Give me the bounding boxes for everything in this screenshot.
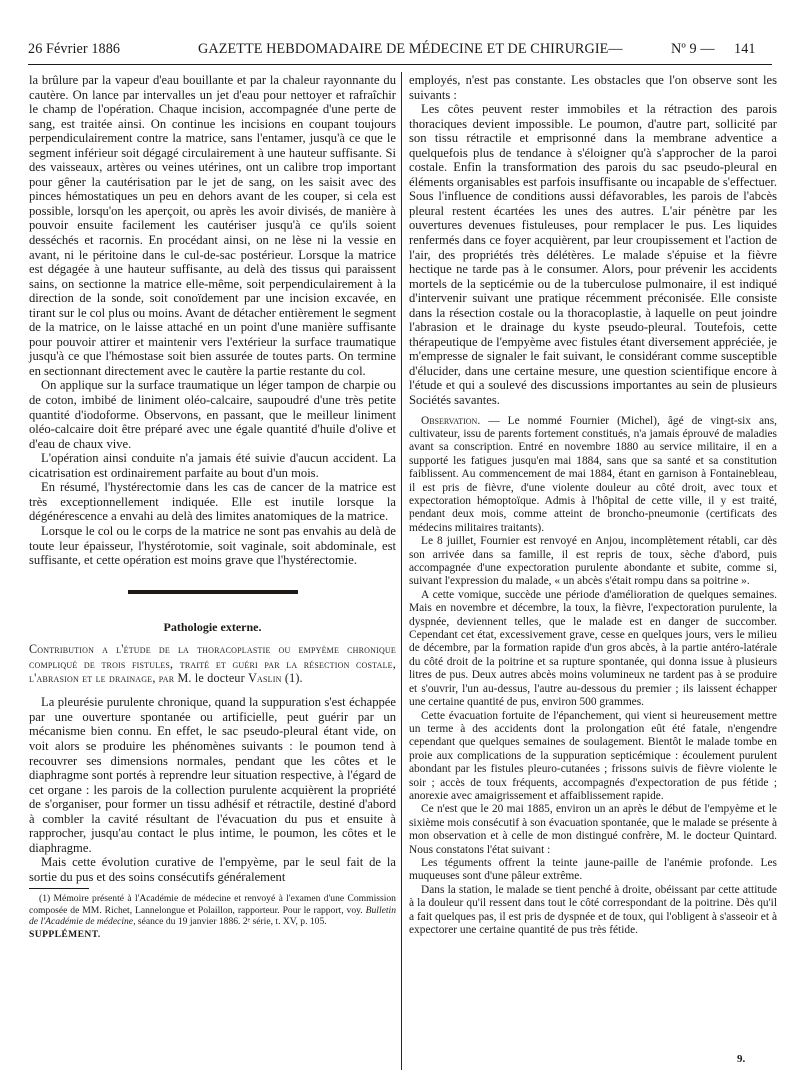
author-name: Vaslin xyxy=(248,670,282,685)
header-issue-number: Nº 9 — xyxy=(671,41,715,57)
column-divider xyxy=(401,72,402,1070)
paragraph: Lorsque le col ou le corps de la matrice ne sont pas envahis au delà de toute leur épaisseur, l'hystérotomie, soit vaginale, soit abdominale, est suffisante, et cette opération est moins grave que l'hystérectomie. xyxy=(29,523,396,568)
observation-paragraph: Le 8 juillet, Fournier est renvoyé en Anjou, incomplètement rétabli, car dès son arrivée dans sa famille, il est repris de toux, sèche d'abord, puis accompagnée d'une expectoration purulente abondante et subite, comme si, suivant l'expression du malade, « un abcès s'était rompu dans sa poitrine ». xyxy=(409,535,777,588)
observation-label: Observation. — xyxy=(421,414,500,427)
paragraph: On applique sur la surface traumatique un léger tampon de charpie ou de coton, imbibé de liniment oléo-calcaire, saupoudré d'une très petite quantité d'iodoforme. Observons, en passant, que le meilleur liniment oléo-calcaire doit être préparé avec une égale quantité d'huile d'olive et d'eau de chaux vive. xyxy=(29,378,396,451)
observation-paragraph: Dans la station, le malade se tient penché à droite, obéissant par cette attitude à la douleur qu'il ressent dans tout le côté correspondant de la poitrine. Dès qu'il a fait quelques pas, il est pris de dyspnée et de toux, qui l'obligent à s'asseoir et à expectorer une certaine quantité de pus très fétide. xyxy=(409,883,777,937)
observation-text: Le nommé Fournier (Michel), âgé de vingt-six ans, cultivateur, issu de parents fortement constitués, n'a jamais éprouvé de maladies avant sa conscription. Entré en novembre 1880 au service militaire, il en a supporté les fatigues jusqu'en mai 1884, sans que sa santé et sa constitution faiblissent. Au commencement de mai 1884, étant en garnison à Fontainebleau, il est pris de fièvre, d'une violente douleur au côté droit, avec toux et expectoration hémoptoïque. Admis à l'hôpital de cette ville, il y est traité, pendant deux mois, comme atteint de broncho-pneumonie (certificats des médecins militaires traitants). xyxy=(409,414,777,534)
footnote-journal: Bulletin de l'Académie de médecine, xyxy=(29,904,397,927)
footnote-rule xyxy=(29,888,89,889)
header-date: 26 Février 1886 xyxy=(28,41,121,57)
footnote-reference: (1). xyxy=(284,670,303,685)
article-title-text: Contribution a l'étude de la thoracoplastie ou empyème chronique compliqué de trois fistules, traité et guéri par la résection costale, l'abrasion et le drainage, par xyxy=(29,642,396,685)
header-journal-title: GAZETTE HEBDOMADAIRE DE MÉDECINE ET DE CHIRURGIE— xyxy=(198,41,623,57)
left-column xyxy=(29,73,396,943)
section-heading: Pathologie externe. xyxy=(163,619,262,634)
observation-paragraph: A cette vomique, succède une période d'amélioration de quelques semaines. Mais en novembre et décembre, la toux, la fièvre, l'expectoration purulente, la dyspnée, deviennent telles, que le malade est en danger de succomber. Cependant cet état, excessivement grave, cesse en quelques jours, vers le milieu de décembre, par la formation rapide d'un gros abcès, à la partie antéro-latérale du côté droit de la poitrine et sa rupture spontanée, qui donna issue à plusieurs litres de pus. Deux autres abcès moins volumineux ne tardent pas à se produire et s'ouvrir, l'un au-dessus, l'autre au-dessous du premier ; ils laissent échapper une certaine quantité de pus, environ 500 grammes. xyxy=(409,588,777,709)
author-prefix: M. le docteur xyxy=(177,670,245,685)
footnote-text: Mémoire présenté à l'Académie de médecine et renvoyé à l'examen d'une Commission composée de MM. Richet, Lannelongue et Polaillon, rapporteur. Pour le rapport, voy. xyxy=(29,893,396,916)
paragraph: la brûlure par la vapeur d'eau bouillante et par la chaleur rayonnante du cautère. On lance par intervalles un jet d'eau pour nettoyer et rafraîchir le champ de l'opération. Chaque incision, accompagnée d'une perte de sang, est traitée ainsi. On continue les incisions en coupant toujours perpendiculairement contre la matrice, sans l'entamer, jusqu'à ce que le segment inférieur soit dégagé circulairement à une hauteur suffisante. Si des vaisseaux, artères ou veines utérines, ont un calibre trop important pour gêner la cautérisation par le jet de sang, on les saisit avec des pinces hémostatiques un peu en dehors avant de les couper, si cela est possible, lorsqu'on les aperçoit, ou après les avoir divisés, de manière à pouvoir ensuite facilement les cautériser jusqu'à ce qu'ils soient desséchés et racornis. En procédant ainsi, on ne lèse ni la vessie en avant, ni le péritoine dans le cul-de-sac postérieur. Lorsque la matrice est dégagée à une hauteur suffisante, au delà des tissus qui paraissent sains, on sectionne la matrice elle-même, soit perpendiculairement à la direction de la sonde, soit conoïdement par une incision excavée, en tirant sur le col plus ou moins. Avant de détacher entièrement le segment de la matrice, on le laisse attaché en un point d'une manière suffisante pour pouvoir attirer et maintenir vers l'extérieur la surface traumatique jusqu'à ce que l'hémostase soit bien assurée de toutes parts. On termine en sectionnant directement avec le cautère la partie restante du col. xyxy=(29,73,396,378)
footnote xyxy=(29,893,396,927)
article-title xyxy=(29,642,396,685)
paragraph: Mais cette évolution curative de l'empyème, par le seul fait de la sortie du pus et des soins consécutifs généralement xyxy=(29,855,396,884)
observation-paragraph xyxy=(409,415,777,536)
right-column xyxy=(409,73,777,937)
paragraph: employés, n'est pas constante. Les obstacles que l'on observe sont les suivants : xyxy=(409,73,777,102)
observation-paragraph: Les téguments offrent la teinte jaune-paille de l'anémie profonde. Les muqueuses sont d'une pâleur extrême. xyxy=(409,856,777,883)
footnote-mark: (1) xyxy=(39,893,51,905)
section-separator-bar xyxy=(128,590,298,594)
observation-paragraph: Ce n'est que le 20 mai 1885, environ un an après le début de l'empyème et le sixième mois consécutif à son évacuation spontanée, que le malade se présente à mon observation et à celle de mon distingué confrère, M. le docteur Quintard. Nous constatons l'état suivant : xyxy=(409,803,777,856)
header-rule xyxy=(28,64,772,65)
supplement-label: SUPPLÉMENT. xyxy=(29,929,101,941)
footnote-end: séance du 19 janvier 1886. 2ᵉ série, t. XV, p. 105. xyxy=(137,915,327,927)
observation-paragraph: Cette évacuation fortuite de l'épanchement, qui vient si heureusement mettre un terme à des accidents dont la prolongation eût été fatale, n'engendre cependant que quelques semaines de soulagement. Bientôt le malade tombe en proie aux complications de la suppuration septicémique : écoulement purulent abondant par les fistules pleuro-cutanées ; frissons suivis de fièvre violente le soir ; accès de toux fréquents, accompagnés d'expectoration de pus fétide ; anorexie avec amaigrissement et affaiblissement rapide. xyxy=(409,709,777,802)
header-page-number: 141 xyxy=(734,41,756,57)
paragraph: La pleurésie purulente chronique, quand la suppuration s'est échappée par une ouverture spontanée ou artificielle, peut guérir par un mécanisme bien connu. En effet, le sac pseudo-pleural étant vide, on voit alors se produire les phénomènes suivants : le poumon tend à recouvrer ses dimensions normales, pendant que les côtes et le diaphragme sont portés à reprendre leur situation respective, à l'égard de cet organe : les parois de la collection purulente acquièrent la propriété de s'organiser, pour former un tissu adhésif et rétractile, destiné d'abord à combler la cavité résultant de l'évacuation du pus et ensuite à rapprocher, jusqu'au contact le plus intime, le poumon, les côtes et le diaphragme. xyxy=(29,695,396,855)
signature-mark: 9. xyxy=(737,1053,746,1065)
paragraph: L'opération ainsi conduite n'a jamais été suivie d'aucun accident. La cicatrisation est ordinairement parfaite au bout d'un mois. xyxy=(29,451,396,480)
running-header xyxy=(28,41,772,63)
paragraph: Les côtes peuvent rester immobiles et la rétraction des parois thoraciques devient impossible. Le poumon, d'autre part, sollicité par son tissu rétractile et emprisonné dans la membrane adventice a quelquefois plus de tendance à s'éloigner qu'à s'approcher de la paroi costale. Enfin la transformation des parois du sac pseudo-pleural en éléments organisables est parfois insuffisante ou incapable de s'effectuer. Sous l'influence de conditions aussi défavorables, les parois de l'abcès pleural restent écartées les unes des autres. L'air pénètre par les ouvertures devenues fistuleuses, pour remplacer le pus. Les liquides renfermés dans ce foyer acquièrent, par leur croupissement et l'action de l'air, des propriétés très délétères. Le malade s'épuise et la fièvre hectique ne tarde pas à le consumer. Alors, pour prévenir les accidents mortels de la septicémie ou de la tuberculose pulmonaire, il est indiqué d'intervenir suivant une pratique récemment préconisée. Elle consiste dans la résection costale ou la thoracoplastie, à laquelle on peut joindre l'abrasion et le drainage du kyste pseudo-pleural. Toutefois, cette thérapeutique de l'empyème avec fistules étant diversement appréciée, je m'empresse de signaler le fait suivant, le considérant comme susceptible d'élucider, dans une certaine mesure, une question scientifique encore à l'étude et qui a soulevé des discussions importantes au sein de plusieurs Sociétés savantes. xyxy=(409,102,777,408)
paragraph: En résumé, l'hystérectomie dans les cas de cancer de la matrice est très exceptionnellement indiquée. Elle est inutile lorsque la dégénérescence a envahi au delà des limites anatomiques de la matrice. xyxy=(29,480,396,524)
